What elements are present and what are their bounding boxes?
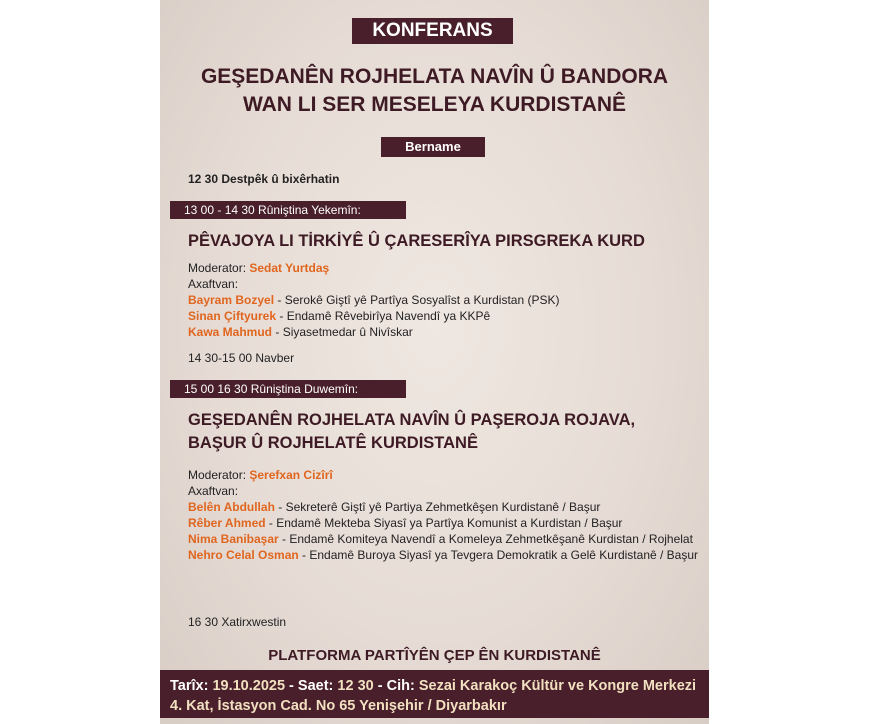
speaker-role: - Endamê Rêvebirîya Navendî ya KKPê	[279, 309, 491, 323]
moderator-name: Şerefxan Cizîrî	[249, 468, 333, 482]
program-label: Bername	[381, 137, 485, 157]
moderator-label: Moderator:	[188, 261, 247, 275]
speaker-row	[188, 324, 698, 340]
conference-poster	[160, 0, 709, 724]
speaker-role: - Serokê Giştî yê Partîya Sosyalîst a Kurdistan (PSK)	[277, 293, 560, 307]
session-2-title-line-1: GEŞEDANÊN ROJHELATA NAVÎN Û PAŞEROJA ROJAVA,	[188, 411, 636, 429]
event-date: 19.10.2025	[212, 678, 286, 694]
session-2-title-line-2: BAŞUR Û ROJHELATÊ KURDISTANÊ	[188, 434, 478, 452]
place-label: Cih:	[386, 678, 415, 694]
moderator-row	[188, 467, 698, 483]
moderator-name: Sedat Yurtdaş	[249, 261, 330, 275]
conference-badge: KONFERANS	[352, 18, 513, 44]
event-place: Sezai Karakoç Kültür ve Kongre Merkezi 4. Kat, İstasyon Cad. No 65 Yenişehir / Diyarbakır	[170, 678, 697, 714]
speaker-name: Belên Abdullah	[188, 500, 275, 514]
speaker-name: Nehro Celal Osman	[188, 548, 299, 562]
speaker-role: - Endamê Komiteya Navendî a Komeleya Zehmetkêşanê Kurdistan / Rojhelat	[282, 532, 693, 546]
session-1-title: PÊVAJOYA LI TİRKİYÊ Û ÇARESERÎYA PIRSGREKA KURD	[188, 232, 645, 250]
speaker-role: - Endamê Buroya Siyasî ya Tevgera Demokratik a Gelê Kurdistanê / Başur	[302, 548, 699, 562]
speaker-row	[188, 499, 698, 515]
moderator-label: Moderator:	[188, 468, 247, 482]
speaker-name: Bayram Bozyel	[188, 293, 275, 307]
session-2-title	[188, 409, 698, 455]
opening-time: 12 30 Destpêk û bixêrhatin	[188, 172, 340, 186]
speaker-name: Nima Banibaşar	[188, 532, 279, 546]
speakers-label: Axaftvan:	[188, 277, 239, 291]
main-title	[160, 63, 709, 119]
speaker-role: - Sekreterê Giştî yê Partiya Zehmetkêşen Kurdistanê / Başur	[278, 500, 601, 514]
break-time: 14 30-15 00 Navber	[188, 351, 295, 365]
speaker-role: - Endamê Mekteba Siyasî ya Partîya Komunist a Kurdistan / Başur	[268, 516, 623, 530]
session-1-details	[188, 260, 698, 340]
speaker-row	[188, 515, 698, 531]
speaker-name: Sinan Çiftyurek	[188, 309, 277, 323]
time-label: Saet:	[297, 678, 334, 694]
main-title-line-1: GEŞEDANÊN ROJHELATA NAVÎN Û BANDORA	[200, 65, 669, 88]
moderator-row	[188, 260, 698, 276]
event-time: 12 30	[337, 678, 374, 694]
main-title-line-2: WAN LI SER MESELEYA KURDISTANÊ	[242, 93, 627, 116]
session-2-details	[188, 467, 698, 563]
session-2-band: 15 00 16 30 Rûniştina Duwemîn:	[170, 380, 406, 398]
speaker-row	[188, 308, 698, 324]
closing-time: 16 30 Xatirxwestin	[188, 615, 287, 629]
speaker-role: - Siyasetmedar û Nivîskar	[275, 325, 413, 339]
speakers-label: Axaftvan:	[188, 484, 239, 498]
organizer-name: PLATFORMA PARTÎYÊN ÇEP ÊN KURDISTANÊ	[268, 647, 601, 664]
speaker-row	[188, 547, 698, 563]
speaker-name: Rêber Ahmed	[188, 516, 266, 530]
separator: -	[285, 678, 298, 694]
date-label: Tarîx:	[170, 678, 209, 694]
speaker-row	[188, 292, 698, 308]
separator: -	[373, 678, 387, 694]
session-1-band: 13 00 - 14 30 Rûniştina Yekemîn:	[170, 201, 406, 219]
event-info-footer	[160, 670, 709, 718]
speaker-row	[188, 531, 698, 547]
speaker-name: Kawa Mahmud	[188, 325, 273, 339]
